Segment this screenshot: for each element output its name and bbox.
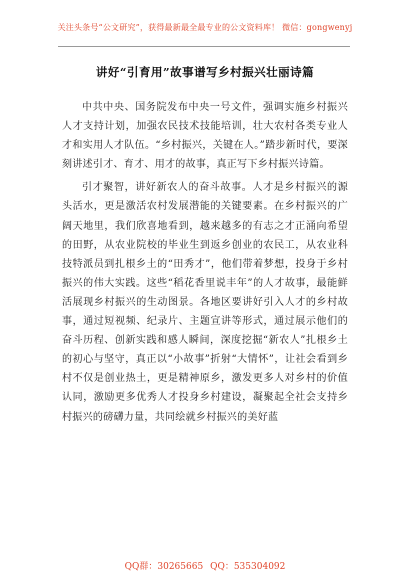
qq-group-number: QQ群：30265665 [124,562,204,572]
document-title: 讲好“引育用”故事谱写乡村振兴壮丽诗篇 [95,65,315,79]
qq-number: QQ：535304092 [210,562,286,572]
paragraph: 中共中央、国务院发布中央一号文件，强调实施乡村振兴人才支持计划，加强农民技术技能培训，壮大农村各类专业人才和实用人才队伍。“乡村振兴，关键在人。”踏步新时代，要深刻讲述引才、育才、用才的故事，真正写下乡村振兴诗篇。 [62,102,348,171]
document-body [62,98,348,431]
promo-banner: 关注头条号“公文研究”，获得最新最全最专业的公文资料库！ 微信：gongwenyj [57,23,353,32]
paragraph: 引才聚智，讲好新农人的奋斗故事。人才是乡村振兴的源头活水，更是激活农村发展潜能的关键要素。在乡村振兴的广阔天地里，我们欣喜地看到，越来越多的有志之才正涌向希望的田野，从农业院校的毕业生到返乡创业的农民工，从农业科技特派员到扎根乡土的“田秀才”，他们带着梦想，投身于乡村振兴的伟大实践。这些“稻花香里说丰年”的人才故事，最能鲜活展现乡村振兴的生动图景。各地区要讲好引入人才的乡村故事，通过短视频、纪录片、主题宣讲等形式，通过展示他们的奋斗历程、创新实践和感人瞬间，深度挖掘“新农人”扎根乡土的初心与坚守，真正以“小故事”折射“大情怀”，让社会看到乡村不仅是创业热土，更是精神原乡，激发更多人对乡村的价值认同，激励更多优秀人才投身乡村建设，凝聚起全社会支持乡村振兴的磅礴力量，共同绘就乡村振兴的美好蓝 [62,182,348,423]
header-divider [58,46,350,47]
footer-contact [60,561,350,573]
